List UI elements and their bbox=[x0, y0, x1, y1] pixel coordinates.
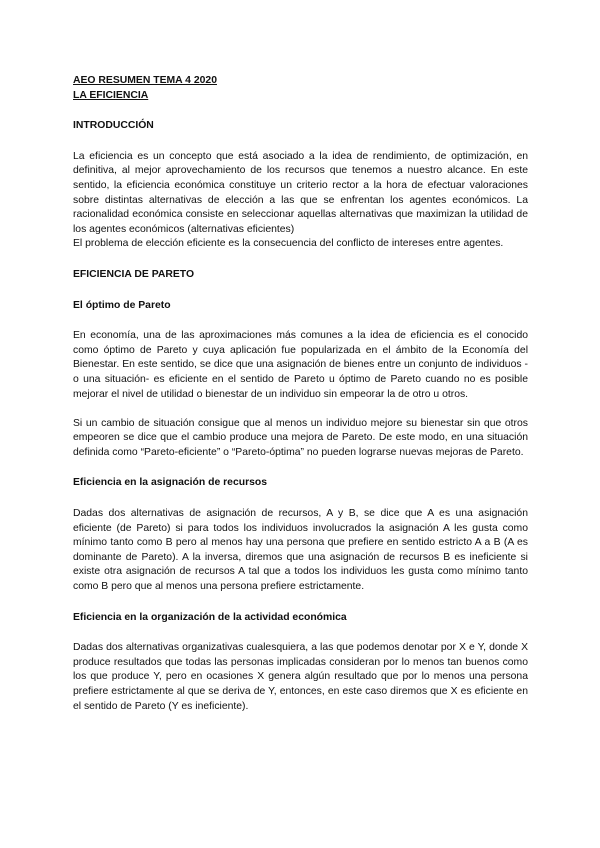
organizacion-heading: Eficiencia en la organización de la actividad económica bbox=[73, 611, 347, 623]
optimo-paragraph-2: Si un cambio de situación consigue que al menos un individuo mejore su bienestar sin que otros empeoren se dice que el cambio produce una mejora de Pareto. De este modo, en una situación definida como “Pareto-eficiente” o “Pareto-óptima” no pueden lograrse nuevas mejoras de Pareto. bbox=[73, 417, 528, 458]
intro-heading: INTRODUCCIÓN bbox=[73, 120, 154, 132]
pareto-heading: EFICIENCIA DE PARETO bbox=[73, 268, 195, 280]
title-line-2: LA EFICIENCIA bbox=[73, 89, 149, 101]
optimo-heading: El óptimo de Pareto bbox=[73, 299, 171, 311]
document-title bbox=[73, 74, 528, 103]
title-line-1: AEO RESUMEN TEMA 4 2020 bbox=[73, 75, 217, 86]
asignacion-paragraph: Dadas dos alternativas de asignación de recursos, A y B, se dice que A es una asignación eficiente (de Pareto) si para todos los individuos involucrados la asignación A les gusta como mínimo tanto como B pero al menos hay una persona que prefiere en sentido estricto A a B (A es dominante de Pareto). A la inversa, diremos que una asignación de recursos B es ineficiente si existe otra asignación de recursos A tal que a todos los individuos les gusta como mínimo tanto como B pero que al menos una persona prefiere estrictamente. bbox=[73, 508, 528, 593]
intro-paragraph-1: La eficiencia es un concepto que está asociado a la idea de rendimiento, de optimización, en definitiva, al mejor aprovechamiento de los recursos que tenemos a nuestro alcance. En este sentido, la eficiencia económica constituye un criterio rector a la hora de efectuar valoraciones sobre distintas alternativas de elección a las que se enfrentan los agentes económicos. La racionalidad económica consiste en seleccionar aquellas alternativas que maximizan la utilidad de los agentes económicos (alternativas eficientes) bbox=[73, 150, 528, 235]
optimo-paragraph-1: En economía, una de las aproximaciones más comunes a la idea de eficiencia es el conocido como óptimo de Pareto y cuya aplicación fue popularizada en el ámbito de la Economía del Bienestar. En este sentido, se dice que una asignación de bienes entre un conjunto de individuos -o una situación- es eficiente en el sentido de Pareto u óptimo de Pareto cuando no es posible mejorar el nivel de utilidad o bienestar de un individuo sin empeorar la de otro u otros. bbox=[73, 330, 528, 400]
document-body bbox=[73, 74, 528, 714]
asignacion-heading: Eficiencia en la asignación de recursos bbox=[73, 477, 268, 489]
intro-paragraph-2: El problema de elección eficiente es la consecuencia del conflicto de intereses entre agentes. bbox=[73, 238, 504, 250]
organizacion-paragraph: Dadas dos alternativas organizativas cualesquiera, a las que podemos denotar por X e Y, donde X produce resultados que todas las personas implicadas consideran por lo menos tan buenos como los que produce Y, pero en ocasiones X genera algún resultado que por lo menos una persona prefiere estrictamente al que se deriva de Y, entonces, en este caso diremos que X es eficiente en el sentido de Pareto (Y es ineficiente). bbox=[73, 642, 528, 712]
